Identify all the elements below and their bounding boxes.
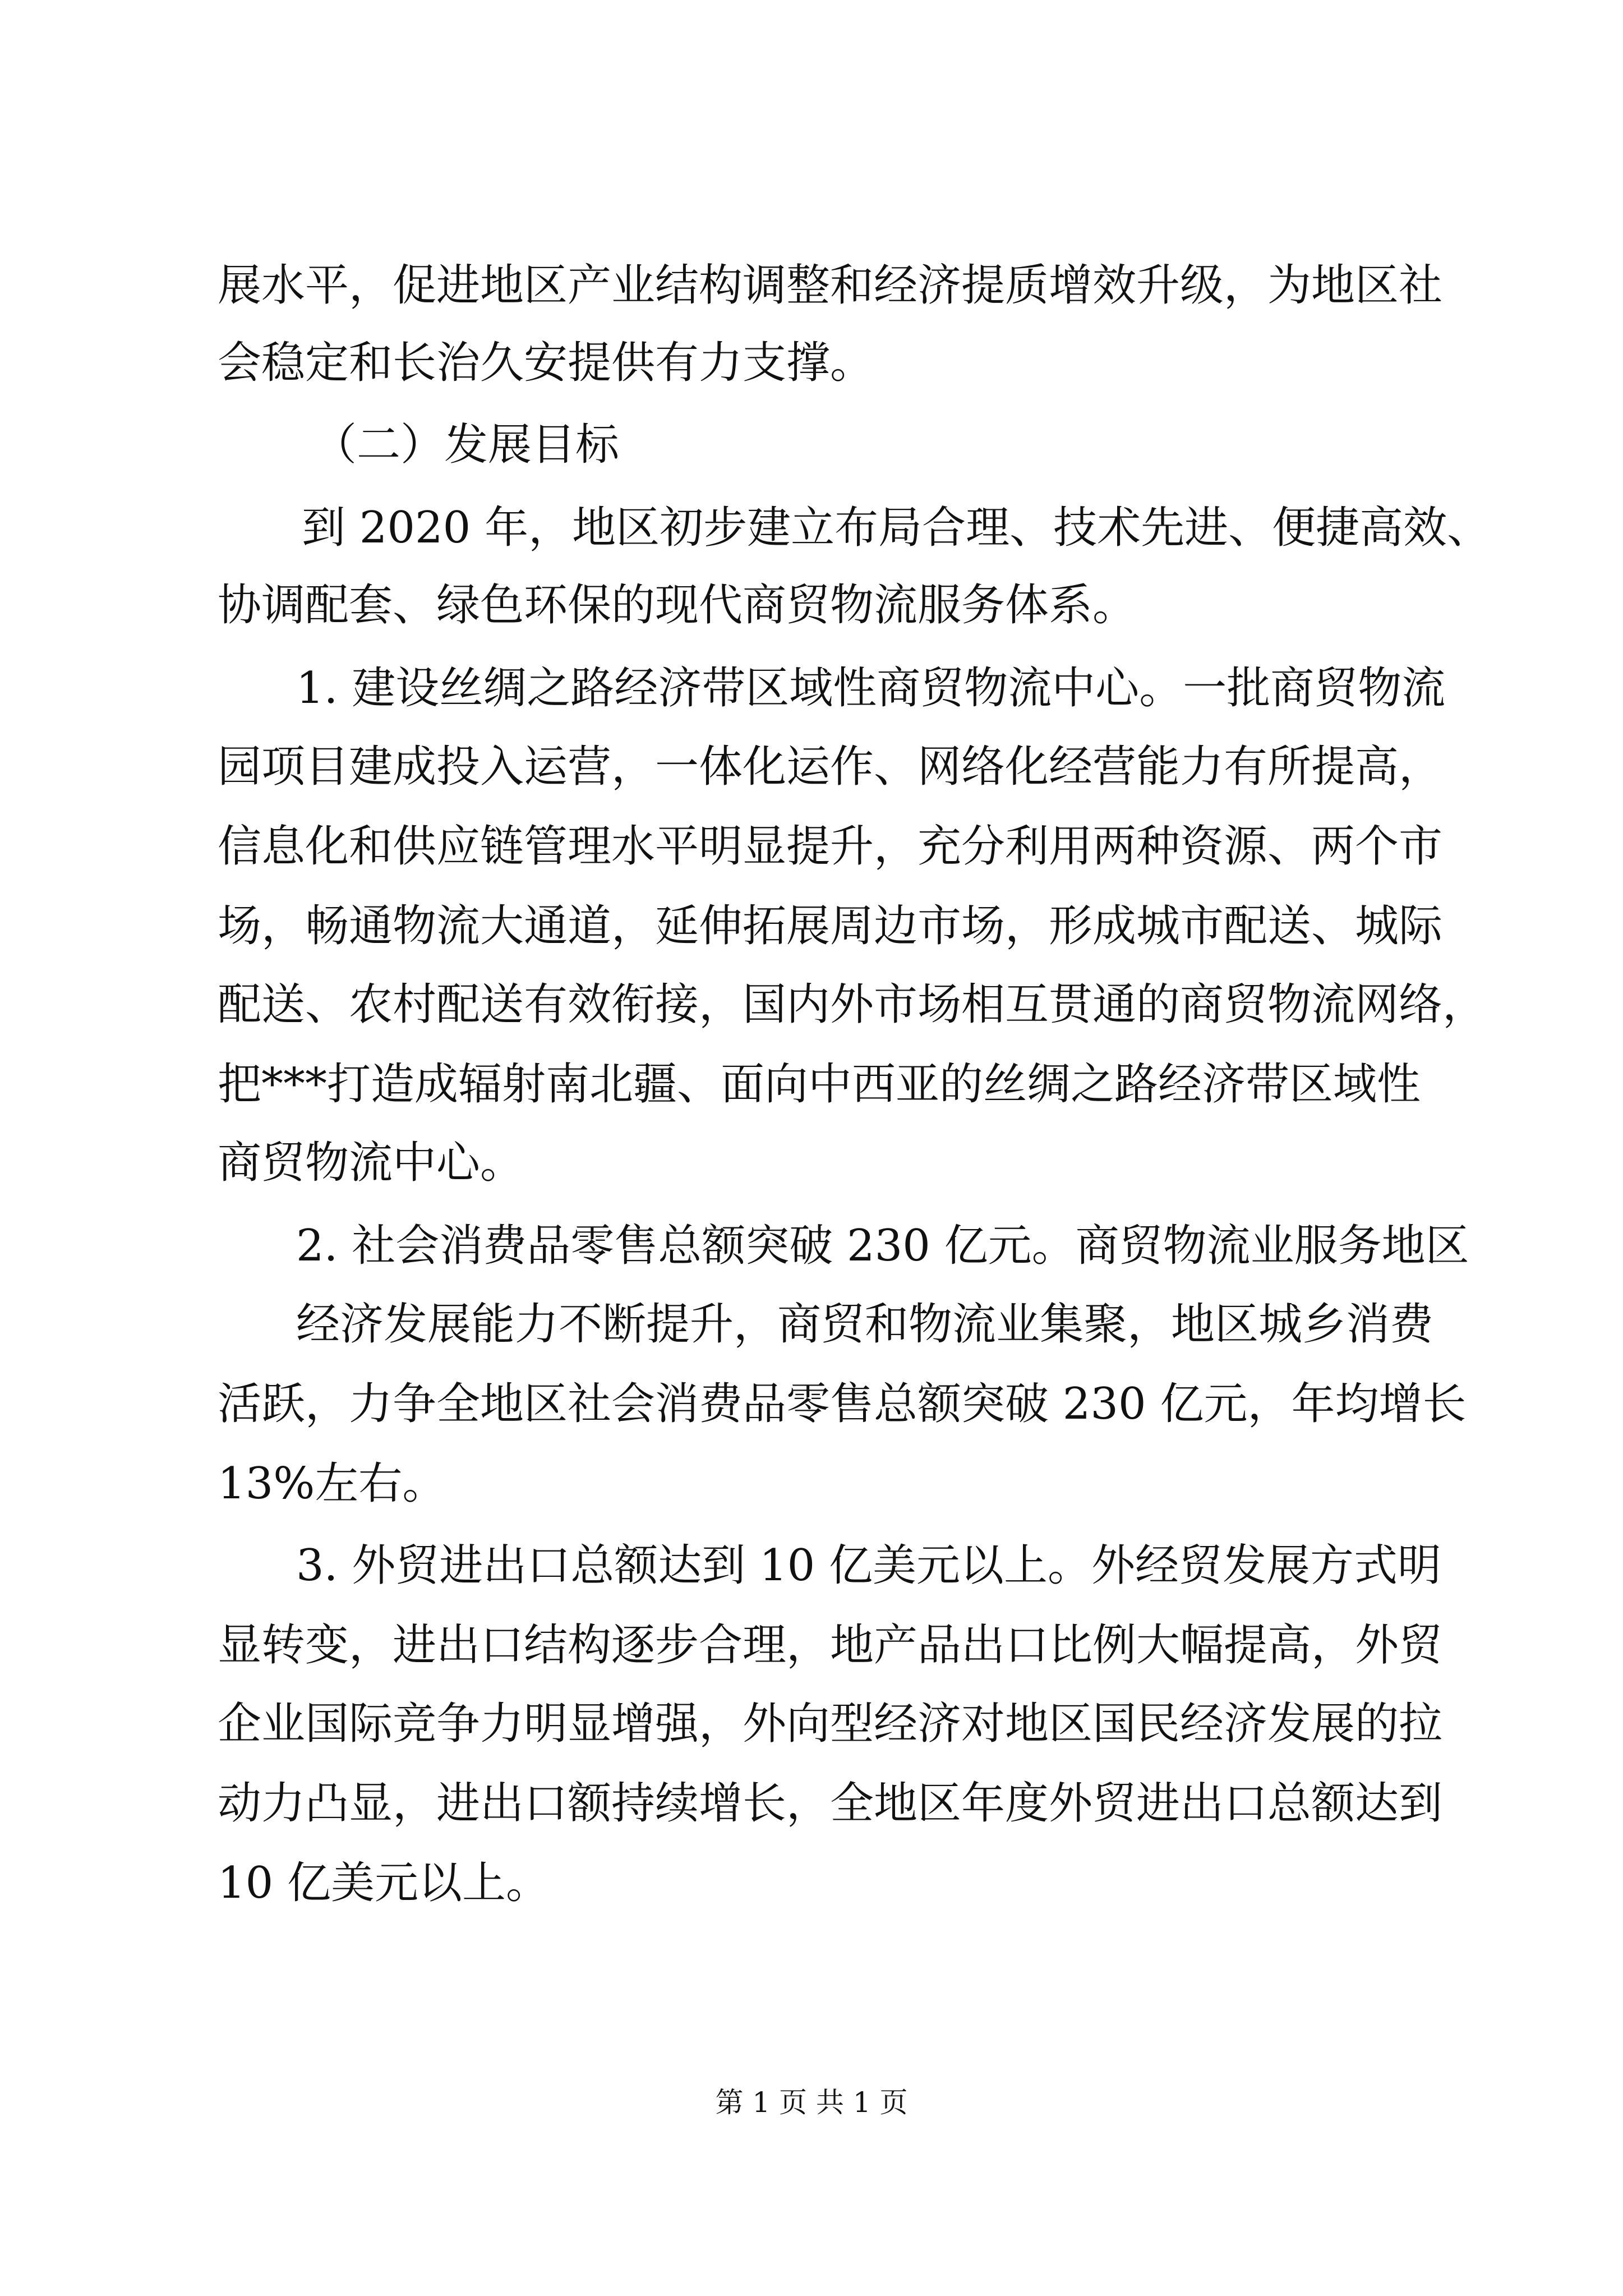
text-line: 动力凸显，进出口额持续增长，全地区年度外贸进出口总额达到 <box>218 1778 1443 1829</box>
text-line: 配送、农村配送有效衔接，国内外市场相互贯通的商贸物流网络， <box>218 979 1487 1030</box>
text-line: 显转变，进出口结构逐步合理，地产品出口比例大幅提高，外贸 <box>218 1620 1443 1671</box>
page-number-footer: 第 1 页 共 1 页 <box>715 2086 908 2119</box>
text-line: 把***打造成辐射南北疆、面向中西亚的丝绸之路经济带区域性 <box>218 1059 1421 1110</box>
text-line: 3. 外贸进出口总额达到 10 亿美元以上。外经贸发展方式明 <box>296 1540 1442 1591</box>
text-line: 企业国际竞争力明显增强，外向型经济对地区国民经济发展的拉 <box>218 1699 1443 1749</box>
text-line: 展水平，促进地区产业结构调整和经济提质增效升级，为地区社 <box>218 260 1443 311</box>
text-line: 10 亿美元以上。 <box>218 1858 550 1908</box>
text-line: 经济发展能力不断提升，商贸和物流业集聚，地区城乡消费 <box>296 1299 1434 1350</box>
text-line: 园项目建成投入运营，一体化运作、网络化经营能力有所提高， <box>218 742 1443 792</box>
text-line: 2. 社会消费品零售总额突破 230 亿元。商贸物流业服务地区 <box>296 1221 1469 1271</box>
text-line: 协调配套、绿色环保的现代商贸物流服务体系。 <box>218 580 1137 631</box>
text-line: 场，畅通物流大通道，延伸拓展周边市场，形成城市配送、城际 <box>218 901 1443 951</box>
text-line: 13%左右。 <box>218 1458 446 1509</box>
text-line: 商贸物流中心。 <box>218 1138 524 1188</box>
section-heading: （二）发展目标 <box>313 420 620 470</box>
text-line: 活跃，力争全地区社会消费品零售总额突破 230 亿元，年均增长 <box>218 1379 1467 1429</box>
text-line: 会稳定和长治久安提供有力支撑。 <box>218 338 874 388</box>
text-line: 到 2020 年，地区初步建立布局合理、技术先进、便捷高效、 <box>302 503 1491 553</box>
text-line: 1. 建设丝绸之路经济带区域性商贸物流中心。一批商贸物流 <box>296 663 1446 714</box>
text-line: 信息化和供应链管理水平明显提升，充分利用两种资源、两个市 <box>218 821 1443 872</box>
